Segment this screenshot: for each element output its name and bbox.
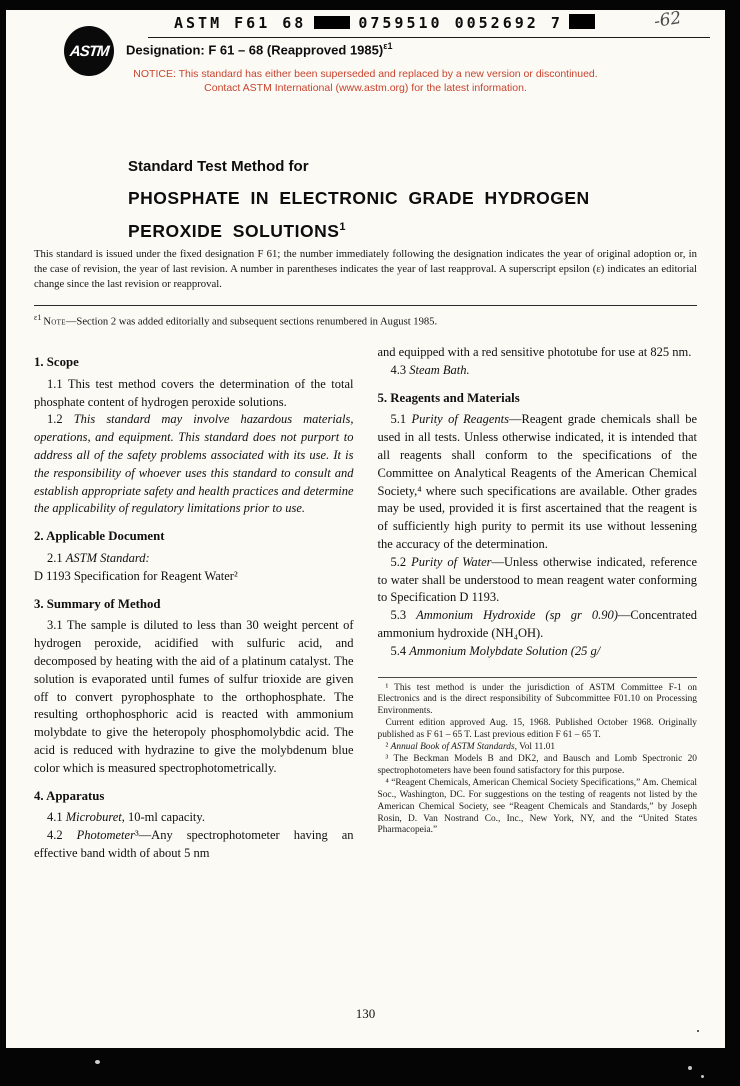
paragraph: 5.1 Purity of Reagents—Reagent grade chemicals shall be used in all tests. Unless otherwise indicated, it is intended that all reagents shall conform to the specifications of the Committee on Analytical Reagents of the American Chemical Society,⁴ where such specifications are available. Other grades may be used, provided it is first ascertained that the reagent is of sufficiently high purity to permit its use without lessening the accuracy of the determination. bbox=[377, 412, 697, 551]
header-rule bbox=[148, 37, 710, 38]
paragraph: 2.1 ASTM Standard: bbox=[47, 550, 150, 565]
document-page bbox=[6, 7, 725, 1048]
handwritten-annotation: -62 bbox=[652, 7, 683, 33]
paragraph: Current edition approved Aug. 15, 1968. Published October 1968. Originally published as F 61 – 65 T. Last previous edition F 61 – 65 T. bbox=[377, 718, 697, 741]
standard-preamble: This standard is issued under the fixed designation F 61; the number immediately following the designation indicates the year of original adoption or, in the case of revision, the year of last revision. A number in parentheses indicates the year of last reapproval. A superscript epsilon (ε) indicates an editorial change since the last revision or reapproval. bbox=[34, 248, 697, 290]
scan-artifact bbox=[697, 1030, 699, 1032]
paragraph: and equipped with a red sensitive phototube for use at 825 nm. bbox=[377, 345, 692, 359]
paragraph: 3.1 The sample is diluted to less than 30 weight percent of hydrogen peroxide, acidified with sulfuric acid, and decomposed by heating with the aid of a platinum catalyst. The solution is evaporated until fumes of sulfur trioxide are given off to convert pyrophosphate to the orthophosphate. The resulting orthophosphoric acid is reacted with ammonium molybdate to give the heteropoly phosphomolybdic acid. The acid is reduced with hydrazine to give the molybdenum blue color which is measured spectrophotometrically. bbox=[34, 618, 354, 775]
editorial-note-label: Note bbox=[43, 316, 66, 328]
designation-line bbox=[126, 41, 392, 57]
redaction-block-icon bbox=[314, 16, 350, 29]
scan-code-left: ASTM F61 68 bbox=[174, 14, 307, 32]
paragraph: 4.2 Photometer³—Any spectrophotometer having an effective band width of about 5 nm bbox=[34, 828, 354, 860]
title-line-2 bbox=[128, 213, 685, 246]
paragraph: 5.4 Ammonium Molybdate Solution (25 g/ bbox=[390, 643, 601, 658]
document-title bbox=[128, 184, 685, 246]
redaction-block-icon bbox=[569, 14, 595, 29]
scan-code-right: 0759510 0052692 7 bbox=[358, 14, 563, 32]
left-column bbox=[34, 344, 354, 863]
astm-logo-text: ASTM bbox=[68, 42, 110, 60]
notice-line-2: Contact ASTM International (www.astm.org) for the latest information. bbox=[204, 82, 527, 94]
title-line-2-text: PEROXIDE SOLUTIONS bbox=[128, 220, 340, 241]
section-heading: 5. Reagents and Materials bbox=[377, 390, 520, 405]
section-heading: 3. Summary of Method bbox=[34, 596, 161, 611]
title-line-1: PHOSPHATE IN ELECTRONIC GRADE HYDROGEN bbox=[128, 188, 590, 208]
paragraph: 1.2 This standard may involve hazardous materials, operations, and equipment. This standard does not purport to address all of the safety problems associated with its use. It is the responsibility of whoever uses this standard to consult and establish appropriate safety and health practices and determine the applicability of regulatory limitations prior to use. bbox=[34, 412, 354, 516]
scan-code-line bbox=[174, 14, 601, 32]
right-column bbox=[378, 344, 698, 863]
editorial-note-superscript: ε1 bbox=[34, 313, 44, 322]
paragraph: 1.1 This test method covers the determination of the total phosphate content of hydrogen peroxide solutions. bbox=[34, 376, 354, 409]
right-column-text bbox=[378, 344, 698, 661]
designation-text: Designation: F 61 – 68 (Reapproved 1985) bbox=[126, 42, 384, 58]
paragraph: ² Annual Book of ASTM Standards, Vol 11.01 bbox=[385, 742, 556, 753]
scan-artifact bbox=[95, 1060, 100, 1064]
editorial-note bbox=[34, 305, 697, 328]
title-block bbox=[128, 158, 685, 246]
paragraph: 5.2 Purity of Water—Unless otherwise indicated, reference to water shall be understood to mean reagent water conforming to Specification D 1193. bbox=[377, 554, 698, 605]
section-heading: 1. Scope bbox=[34, 355, 79, 369]
title-footnote-ref: 1 bbox=[339, 221, 347, 233]
paragraph: ¹ This test method is under the jurisdiction of ASTM Committee F-1 on Electronics and is the direct responsibility of Subcommittee F01.10 on Processing Environments. bbox=[377, 682, 697, 717]
paragraph: 5.3 Ammonium Hydroxide (sp gr 0.90)—Concentrated ammonium hydroxide (NH₄OH). bbox=[377, 608, 697, 640]
scan-artifact bbox=[688, 1066, 692, 1070]
paragraph: 4.3 Steam Bath. bbox=[390, 362, 470, 377]
paragraph: ³ The Beckman Models B and DK2, and Bausch and Lomb Spectronic 20 spectrophotometers have been found satisfactory for this purpose. bbox=[377, 753, 697, 776]
page-number: 130 bbox=[355, 1006, 376, 1021]
body-columns bbox=[34, 344, 697, 863]
footnotes bbox=[378, 677, 698, 838]
paragraph: D 1193 Specification for Reagent Water² bbox=[34, 568, 238, 583]
paragraph: 4.1 Microburet, 10-ml capacity. bbox=[47, 810, 205, 825]
paragraph: ⁴ “Reagent Chemicals, American Chemical Society Specifications,” Am. Chemical Soc., Washington, DC. For suggestions on the testing of reagents not listed by the American Chemical Society, see “Reagent Chemicals and Standards,” by Joseph Rosin, D. Van Nostrand Co., Inc., New York, NY, and the “United States Pharmacopeia.” bbox=[377, 777, 697, 836]
section-heading: 2. Applicable Document bbox=[34, 529, 165, 544]
scan-artifact bbox=[701, 1075, 704, 1078]
section-heading: 4. Apparatus bbox=[34, 788, 105, 803]
title-kicker: Standard Test Method for bbox=[128, 158, 309, 175]
editorial-note-text: —Section 2 was added editorially and subsequent sections renumbered in August 1985. bbox=[65, 316, 438, 328]
designation-superscript: ε1 bbox=[383, 41, 393, 51]
notice-line-1: NOTICE: This standard has either been superseded and replaced by a new version or discontinued. bbox=[133, 68, 598, 80]
supersession-notice bbox=[6, 67, 725, 95]
